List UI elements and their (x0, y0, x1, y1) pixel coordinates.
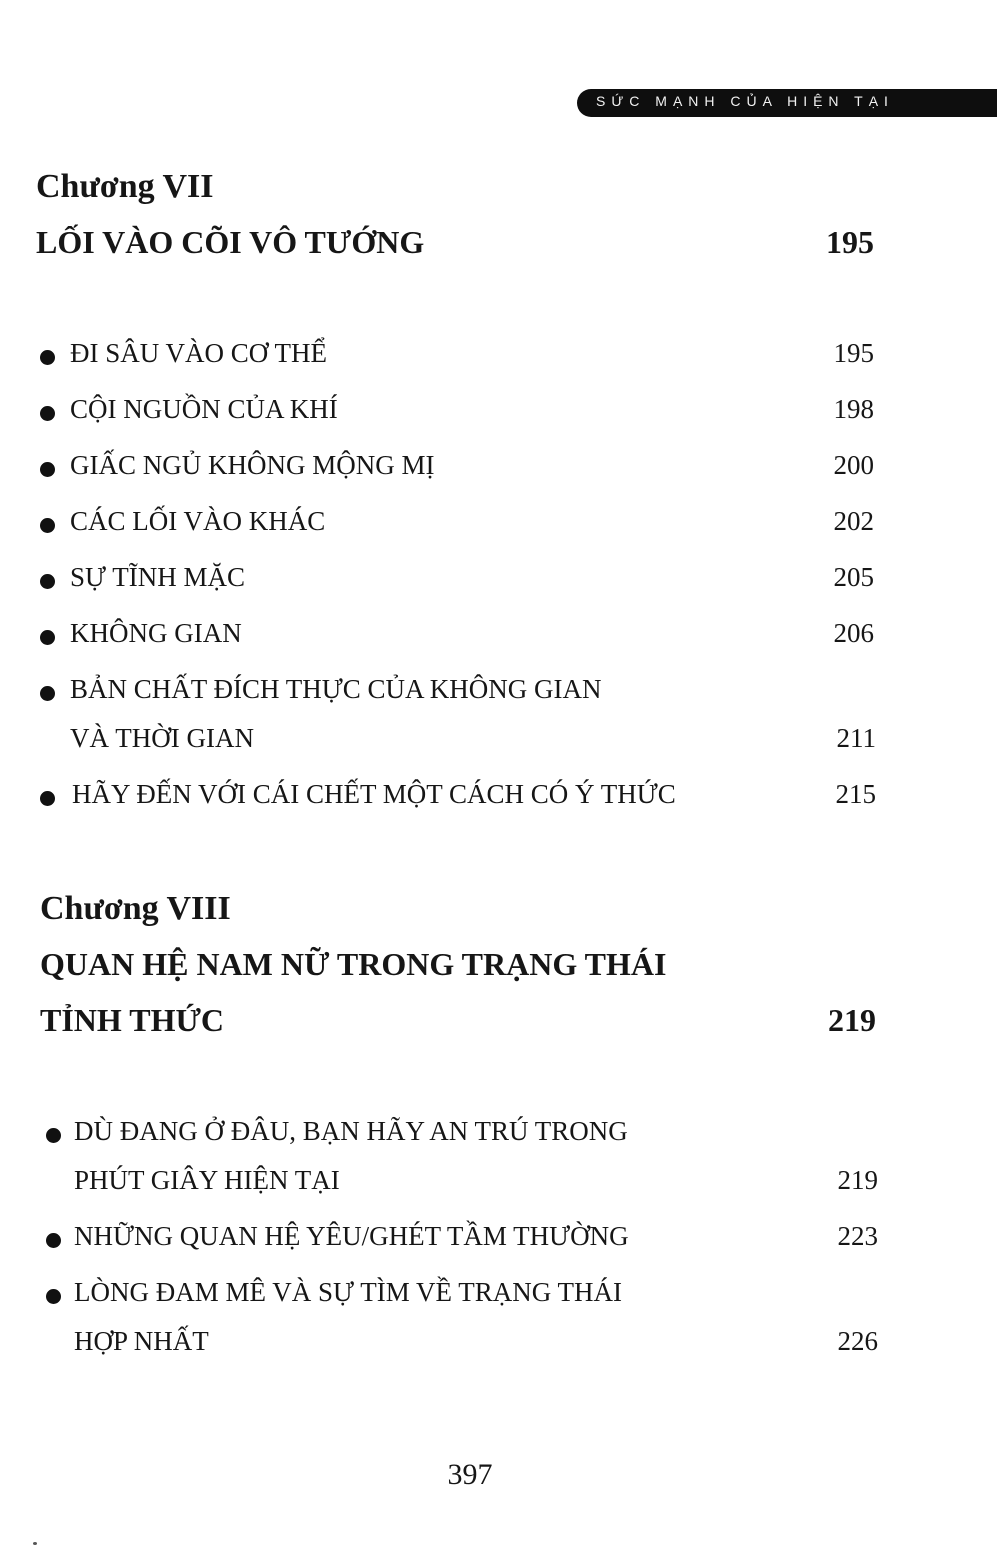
bullet-icon (40, 686, 55, 701)
entry-title-continued: PHÚT GIÂY HIỆN TẠI (74, 1165, 340, 1195)
entry-page: 223 (837, 1221, 878, 1251)
entry-page: 195 (833, 338, 874, 368)
bullet-icon (40, 630, 55, 645)
entry-title: ĐI SÂU VÀO CƠ THỂ (70, 338, 328, 368)
entry-title: BẢN CHẤT ĐÍCH THỰC CỦA KHÔNG GIAN (70, 674, 602, 704)
bullet-icon (46, 1233, 61, 1248)
chapter-label: Chương VII (36, 168, 214, 205)
entry-page: 200 (833, 450, 874, 480)
entry-title: KHÔNG GIAN (70, 618, 242, 648)
entry-title: DÙ ĐANG Ở ĐÂU, BẠN HÃY AN TRÚ TRONG (74, 1116, 628, 1146)
entry-title: GIẤC NGỦ KHÔNG MỘNG MỊ (70, 450, 435, 480)
entry-page: 198 (833, 394, 874, 424)
chapter-label: Chương VIII (40, 890, 231, 927)
entry-title-continued: VÀ THỜI GIAN (70, 723, 254, 753)
bullet-icon (40, 462, 55, 477)
bullet-icon (46, 1289, 61, 1304)
bullet-icon (40, 518, 55, 533)
entry-title: CỘI NGUỒN CỦA KHÍ (70, 394, 338, 424)
running-header: SỨC MẠNH CỦA HIỆN TẠI (596, 93, 894, 109)
entry-title: HÃY ĐẾN VỚI CÁI CHẾT MỘT CÁCH CÓ Ý THỨC (72, 779, 676, 809)
entry-title-continued: HỢP NHẤT (74, 1326, 209, 1356)
entry-page: 215 (835, 779, 876, 809)
page-number: 397 (447, 1458, 493, 1491)
entry-title: NHỮNG QUAN HỆ YÊU/GHÉT TẦM THƯỜNG (74, 1221, 629, 1251)
entry-title: LÒNG ĐAM MÊ VÀ SỰ TÌM VỀ TRẠNG THÁI (74, 1277, 622, 1307)
entry-page: 226 (837, 1326, 878, 1356)
scan-speck (33, 1542, 37, 1545)
chapter-title: LỐI VÀO CÕI VÔ TƯỚNG (36, 224, 425, 260)
entry-page: 206 (833, 618, 874, 648)
chapter-title-continued: TỈNH THỨC (40, 1002, 225, 1038)
bullet-icon (40, 791, 55, 806)
entry-page: 211 (836, 723, 876, 753)
chapter-page: 219 (828, 1002, 876, 1038)
entry-page: 202 (833, 506, 874, 536)
chapter-page: 195 (826, 224, 874, 260)
chapter-title: QUAN HỆ NAM NỮ TRONG TRẠNG THÁI (40, 946, 667, 982)
bullet-icon (40, 574, 55, 589)
entry-page: 205 (833, 562, 874, 592)
bullet-icon (46, 1128, 61, 1143)
bullet-icon (40, 350, 55, 365)
entry-title: CÁC LỐI VÀO KHÁC (70, 506, 326, 536)
bullet-icon (40, 406, 55, 421)
entry-page: 219 (837, 1165, 878, 1195)
entry-title: SỰ TĨNH MẶC (70, 562, 245, 592)
